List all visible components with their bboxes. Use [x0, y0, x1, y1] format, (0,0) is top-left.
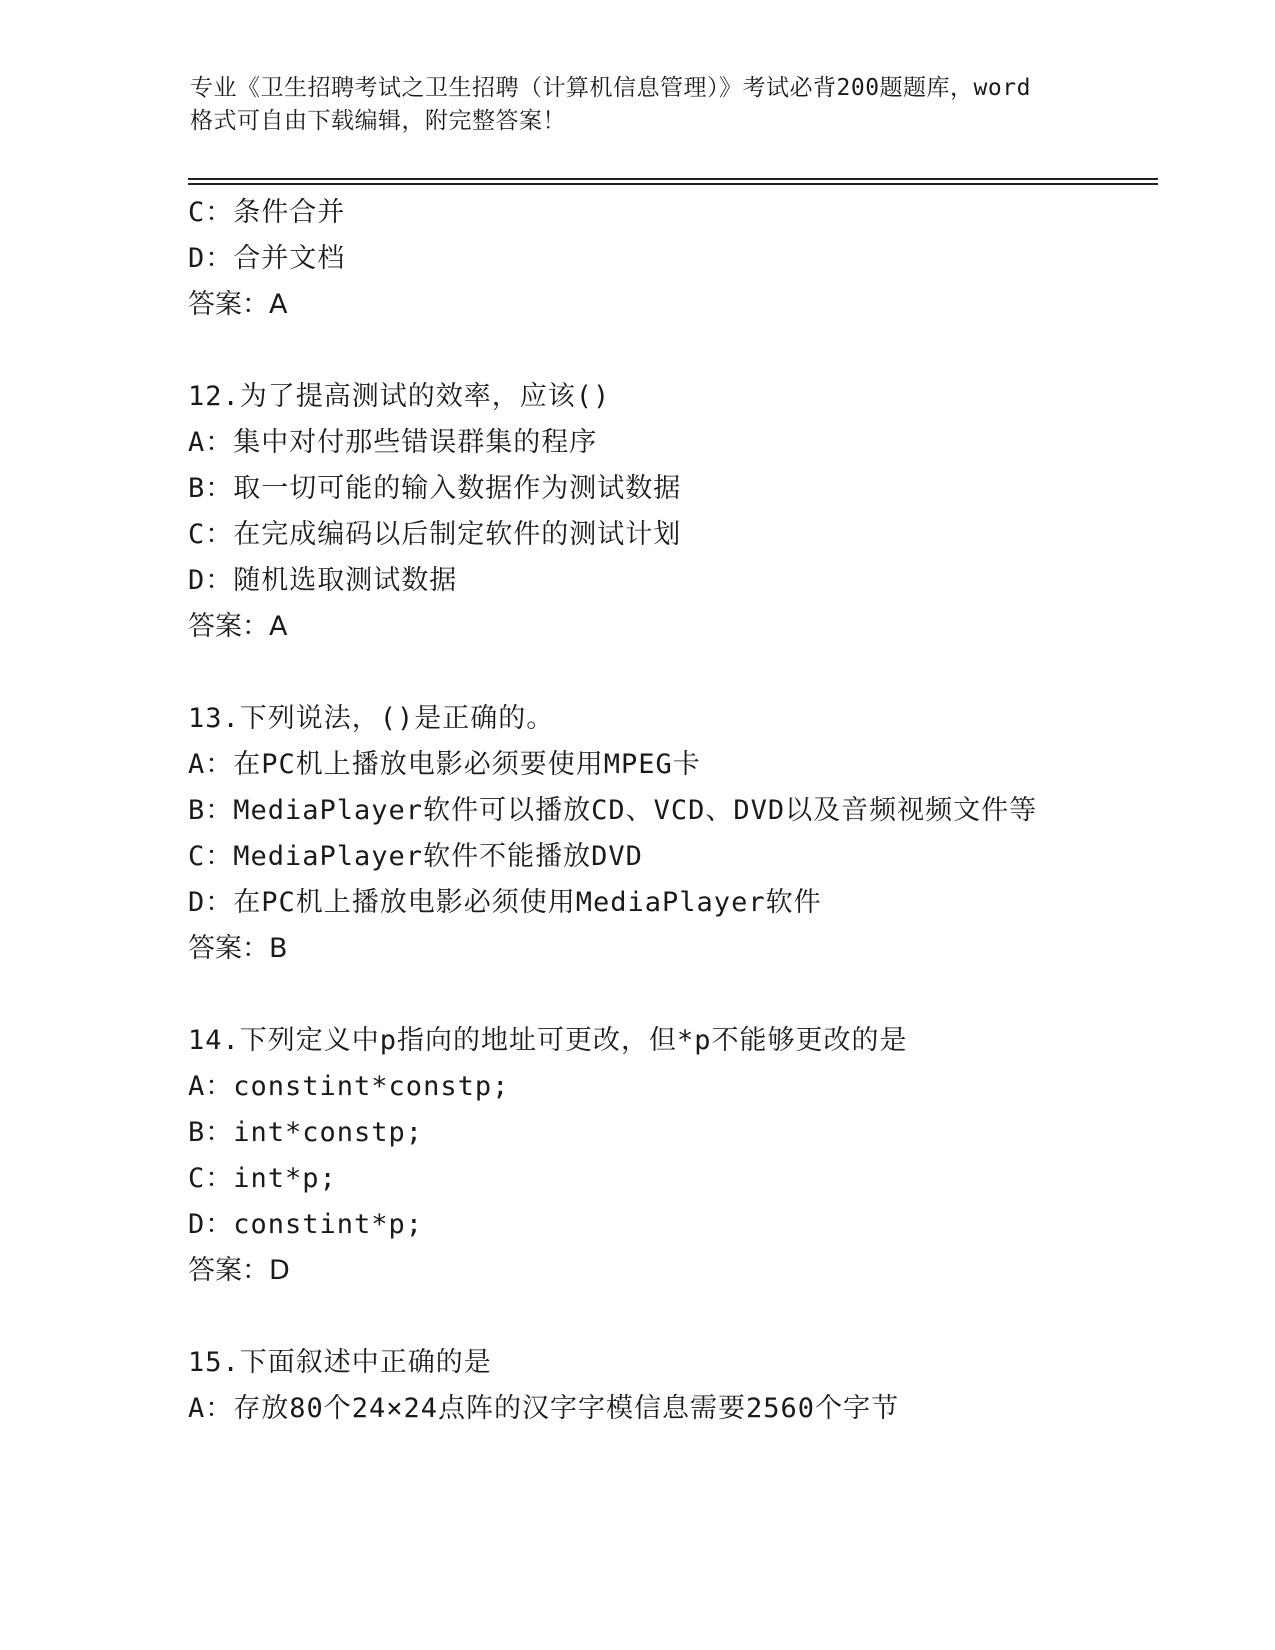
- q11-answer: 答案：A: [188, 289, 288, 320]
- q12-option-d: D：随机选取测试数据: [188, 565, 458, 596]
- q12-option-b: B：取一切可能的输入数据作为测试数据: [188, 473, 682, 504]
- q15-stem: 15.下面叙述中正确的是: [188, 1347, 492, 1378]
- q11-option-c: C：条件合并: [188, 197, 346, 228]
- q14-stem: 14.下列定义中p指向的地址可更改，但*p不能够更改的是: [188, 1025, 908, 1056]
- spacer: [188, 650, 1148, 696]
- spacer: [188, 328, 1148, 374]
- q14-option-c: C：int*p;: [188, 1163, 337, 1194]
- document-header: [190, 72, 1090, 138]
- q12-option-c: C：在完成编码以后制定软件的测试计划: [188, 519, 682, 550]
- spacer: [188, 972, 1148, 1018]
- q12-answer: 答案：A: [188, 611, 288, 642]
- q14-option-a: A：constint*constp;: [188, 1071, 510, 1102]
- q12-option-a: A：集中对付那些错误群集的程序: [188, 427, 598, 458]
- header-line-2: 格式可自由下载编辑，附完整答案！: [190, 108, 566, 134]
- q13-answer: 答案：B: [188, 933, 288, 964]
- q13-option-c: C：MediaPlayer软件不能播放DVD: [188, 841, 643, 872]
- question-list: [188, 190, 1148, 1432]
- q14-option-b: B：int*constp;: [188, 1117, 424, 1148]
- header-line-1: 专业《卫生招聘考试之卫生招聘（计算机信息管理）》考试必背200题题库，word: [190, 75, 1031, 101]
- q13-option-b: B：MediaPlayer软件可以播放CD、VCD、DVD以及音频视频文件等: [188, 795, 1038, 826]
- q13-option-a: A：在PC机上播放电影必须要使用MPEG卡: [188, 749, 701, 780]
- q14-option-d: D：constint*p;: [188, 1209, 424, 1240]
- header-divider-top: [188, 178, 1158, 180]
- q13-option-d: D：在PC机上播放电影必须使用MediaPlayer软件: [188, 887, 822, 918]
- q12-stem: 12.为了提高测试的效率，应该(): [188, 381, 611, 412]
- q13-stem: 13.下列说法，()是正确的。: [188, 703, 555, 734]
- q14-answer: 答案：D: [188, 1255, 290, 1286]
- header-divider-bottom: [188, 183, 1158, 185]
- q11-option-d: D：合并文档: [188, 243, 346, 274]
- spacer: [188, 1294, 1148, 1340]
- q15-option-a: A：存放80个24×24点阵的汉字字模信息需要2560个字节: [188, 1393, 900, 1424]
